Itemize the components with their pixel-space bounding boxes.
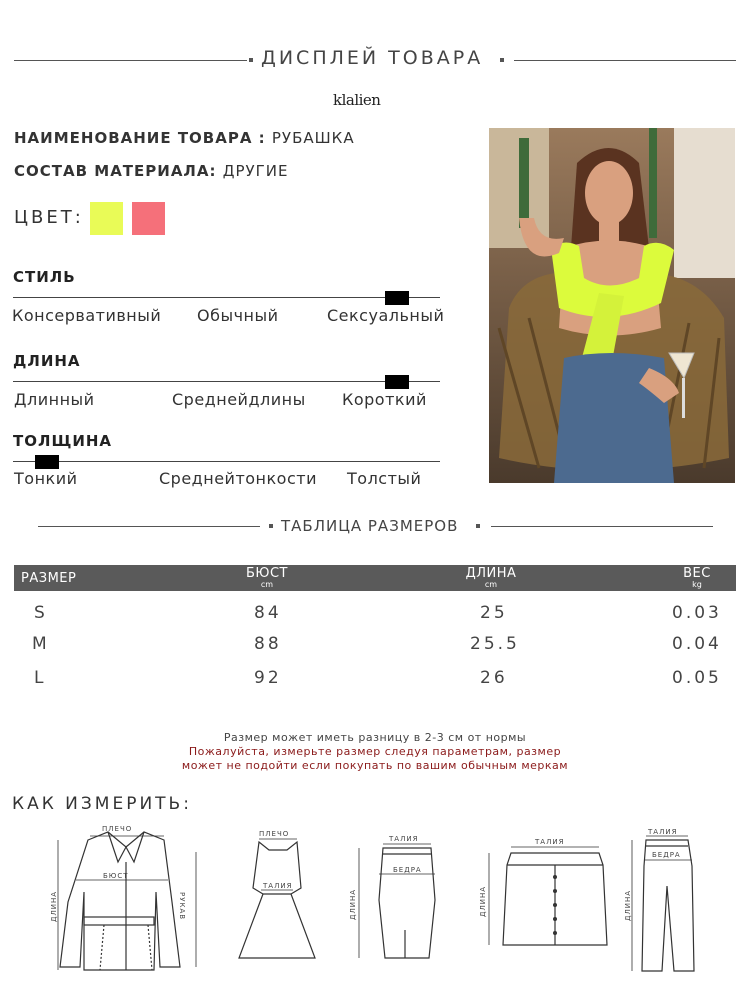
cell-bust: 84	[254, 603, 282, 623]
color-swatch-lime[interactable]	[90, 202, 123, 235]
color-swatch-pink[interactable]	[132, 202, 165, 235]
size-table-header	[14, 565, 736, 591]
size-header-dot-left	[269, 524, 273, 528]
header-length-label: ДЛИНА	[465, 566, 517, 581]
product-material-row	[14, 162, 289, 180]
header-weight-unit: kg	[692, 580, 702, 589]
brand-logo: klalien	[333, 91, 381, 109]
cell-bust: 92	[254, 668, 282, 688]
product-material-value: ДРУГИЕ	[222, 162, 289, 180]
jacket-shoulder-label: ПЛЕЧО	[102, 825, 133, 833]
header-bust	[232, 567, 302, 589]
thickness-scale-marker	[35, 455, 59, 469]
length-scale-track	[13, 381, 440, 382]
cell-weight: 0.03	[672, 603, 722, 623]
dress-shoulder-label: ПЛЕЧО	[259, 830, 290, 838]
thickness-scale-label-right: Толстый	[347, 469, 422, 488]
dress-measure-diagram	[225, 828, 330, 968]
jacket-measure-diagram	[48, 822, 203, 977]
header-length	[456, 567, 526, 589]
jacket-length-label: ДЛИНА	[50, 890, 58, 922]
cell-length: 25.5	[470, 634, 520, 654]
product-color-label: ЦВЕТ:	[14, 207, 84, 228]
mini-skirt-measure-diagram	[475, 835, 615, 960]
pants-hips-label: БЕДРА	[652, 851, 681, 859]
product-photo	[489, 128, 735, 483]
cell-weight: 0.05	[672, 668, 722, 688]
measure-warning-line1: Пожалуйста, измерьте размер следуя параметрам, размер	[188, 745, 562, 758]
table-row	[14, 664, 736, 694]
style-scale-label-right: Сексуальный	[327, 306, 445, 325]
header-dot-right	[500, 58, 504, 62]
style-scale-title: СТИЛЬ	[13, 268, 76, 286]
header-weight-label: ВЕС	[683, 566, 711, 581]
length-scale-label-right: Короткий	[342, 390, 427, 409]
header-rule-right	[514, 60, 736, 61]
cell-length: 26	[480, 668, 508, 688]
page-title: ДИСПЛЕЙ ТОВАРА	[261, 47, 484, 69]
how-to-measure-title: КАК ИЗМЕРИТЬ:	[12, 794, 192, 814]
length-scale-label-mid: Среднейдлины	[172, 390, 306, 409]
skirt-hips-label: БЕДРА	[393, 866, 422, 874]
product-name-row	[14, 129, 355, 147]
header-bust-unit: cm	[260, 580, 274, 589]
pants-measure-diagram	[622, 826, 702, 976]
cell-size: M	[32, 634, 50, 654]
mini-skirt-length-label: ДЛИНА	[479, 885, 487, 917]
skirt-length-label: ДЛИНА	[349, 888, 357, 920]
header-rule-left	[14, 60, 247, 61]
cell-size: L	[34, 668, 47, 688]
cell-length: 25	[480, 603, 508, 623]
header-length-unit: cm	[484, 580, 498, 589]
header-size	[21, 572, 76, 585]
size-header-rule-right	[491, 526, 713, 527]
size-table-title: ТАБЛИЦА РАЗМЕРОВ	[281, 517, 459, 535]
style-scale-label-left: Консервативный	[12, 306, 162, 325]
length-scale-label-left: Длинный	[14, 390, 95, 409]
table-row	[14, 630, 736, 660]
size-header-dot-right	[476, 524, 480, 528]
measure-warning-line2: может не подойти если покупать по вашим обычным меркам	[181, 759, 569, 772]
header-size-label: РАЗМЕР	[21, 571, 77, 586]
thickness-scale-label-left: Тонкий	[14, 469, 78, 488]
style-scale-track	[13, 297, 440, 298]
cell-size: S	[34, 603, 48, 623]
product-material-label: СОСТАВ МАТЕРИАЛА:	[14, 162, 223, 180]
model-photo-illustration	[489, 128, 735, 483]
skirt-measure-diagram	[345, 830, 445, 965]
length-scale-marker	[385, 375, 409, 389]
dress-waist-label: ТАЛИЯ	[263, 882, 293, 890]
header-weight	[679, 567, 715, 589]
pants-waist-label: ТАЛИЯ	[648, 828, 678, 836]
thickness-scale-label-mid: Среднейтонкости	[159, 469, 317, 488]
product-name-label: НАИМЕНОВАНИЕ ТОВАРА :	[14, 129, 272, 147]
jacket-bust-label: БЮСТ	[103, 872, 129, 880]
style-scale-label-mid: Обычный	[197, 306, 279, 325]
header-bust-label: БЮСТ	[246, 566, 288, 581]
thickness-scale-track	[13, 461, 440, 462]
style-scale-marker	[385, 291, 409, 305]
cell-bust: 88	[254, 634, 282, 654]
skirt-waist-label: ТАЛИЯ	[389, 835, 419, 843]
table-row	[14, 599, 736, 629]
mini-skirt-waist-label: ТАЛИЯ	[535, 838, 565, 846]
length-scale-title: ДЛИНА	[13, 352, 81, 370]
size-note: Размер может иметь разницу в 2-3 см от нормы	[223, 731, 527, 744]
thickness-scale-title: ТОЛЩИНА	[13, 432, 113, 450]
header-dot-left	[249, 58, 253, 62]
product-name-value: РУБАШКА	[271, 129, 355, 147]
pants-length-label: ДЛИНА	[624, 889, 632, 921]
size-header-rule-left	[38, 526, 260, 527]
cell-weight: 0.04	[672, 634, 722, 654]
jacket-sleeve-label: РУКАВ	[178, 892, 186, 921]
